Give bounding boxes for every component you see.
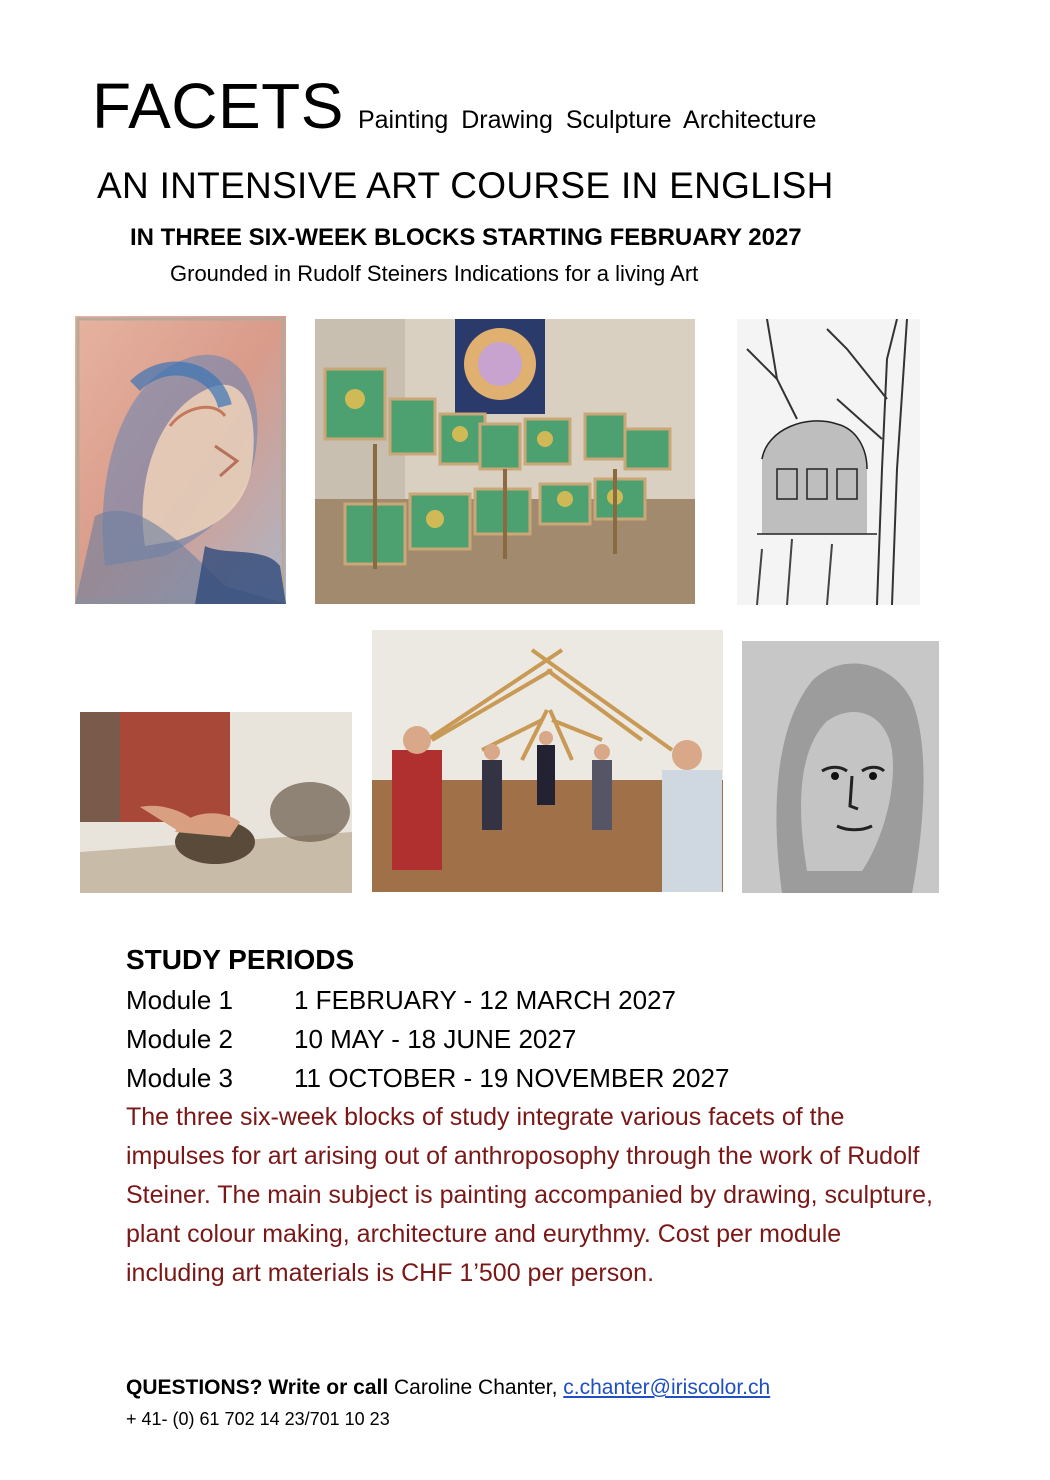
blocks-line: IN THREE SIX-WEEK BLOCKS STARTING FEBRUARY 2027 bbox=[130, 224, 802, 251]
contact-email-link[interactable]: c.chanter@iriscolor.ch bbox=[563, 1376, 771, 1399]
module-dates: 11 OCTOBER - 19 NOVEMBER 2027 bbox=[294, 1063, 730, 1093]
contact-line bbox=[126, 1376, 770, 1400]
module-label: Module 3 bbox=[126, 1063, 233, 1093]
facets-title: FACETS bbox=[92, 70, 344, 142]
module-dates: 10 MAY - 18 JUNE 2027 bbox=[294, 1024, 577, 1054]
module-row bbox=[126, 985, 729, 1024]
header-title-row bbox=[92, 70, 817, 142]
module-row bbox=[126, 1024, 729, 1063]
contact-phone: + 41- (0) 61 702 14 23/701 10 23 bbox=[126, 1409, 390, 1429]
grounded-line: Grounded in Rudolf Steiners Indications for a living Art bbox=[170, 261, 699, 286]
questions-lead: QUESTIONS? Write or call bbox=[126, 1376, 389, 1399]
module-list bbox=[126, 985, 729, 1102]
study-periods-heading: STUDY PERIODS bbox=[126, 944, 355, 975]
module-label: Module 1 bbox=[126, 985, 233, 1015]
course-title: AN INTENSIVE ART COURSE IN ENGLISH bbox=[97, 165, 834, 206]
clay-sculpting-image bbox=[80, 712, 352, 893]
module-dates: 1 FEBRUARY - 12 MARCH 2027 bbox=[294, 985, 676, 1015]
disciplines-subtitle: Painting Drawing Sculpture Architecture bbox=[357, 106, 817, 134]
exhibition-room-image bbox=[315, 319, 695, 604]
charcoal-portrait-image bbox=[742, 641, 939, 893]
course-description: The three six-week blocks of study integrate various facets of the impulses for art arising out of anthroposophy through the work of Rudolf Steiner. The main subject is painting accompanied by drawing, sculpture, plant colour making, architecture and eurythmy. Cost per module including art materials is CHF 1’500 per person. bbox=[126, 1103, 933, 1287]
eurythmy-rods-image bbox=[372, 630, 723, 892]
face-painting-image bbox=[75, 316, 286, 604]
module-row bbox=[126, 1063, 729, 1102]
building-sketch-image bbox=[737, 319, 920, 605]
contact-name: Caroline Chanter, bbox=[394, 1376, 558, 1399]
module-label: Module 2 bbox=[126, 1024, 233, 1054]
